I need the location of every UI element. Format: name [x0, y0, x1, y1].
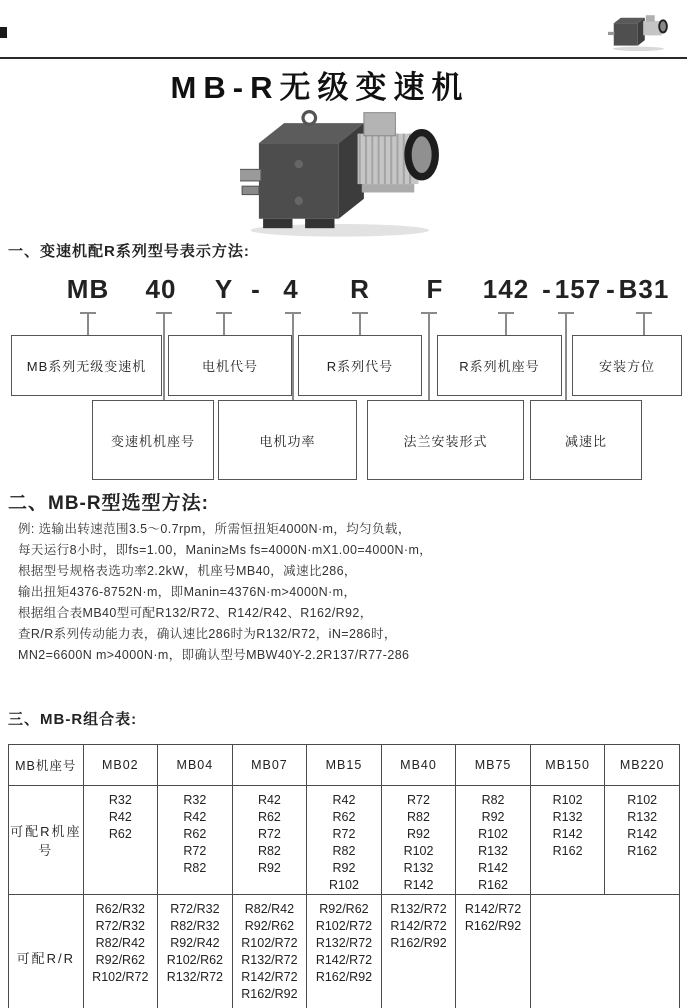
- model-code-part: MB: [66, 274, 110, 304]
- designation-box: R系列代号: [298, 335, 422, 396]
- table-cell: [381, 895, 456, 1008]
- model-code-part: -: [606, 274, 616, 304]
- r-size-item: R132/R72: [166, 970, 224, 984]
- r-size-item: R72: [257, 827, 281, 841]
- table-header-cell: MB150: [530, 745, 605, 786]
- model-code-part: 142: [482, 274, 530, 304]
- table-cell: [456, 786, 531, 895]
- output-shaft: [240, 169, 261, 181]
- selection-method-line: MN2=6600N m>4000N·m，即确认型号MBW40Y-2.2R137/R77-286: [18, 648, 410, 662]
- r-size-item: R132/R72: [241, 953, 298, 967]
- r-size-item: R92/R62: [319, 902, 369, 916]
- r-size-item: R102/R72: [92, 970, 149, 984]
- r-size-item: R162: [552, 844, 583, 858]
- selection-method-line: 查R/R系列传动能力表，确认速比286时为R132/R72，iN=286时，: [18, 627, 397, 641]
- r-size-item: R42: [183, 810, 207, 824]
- r-size-item: R42: [108, 810, 132, 824]
- table-header-cell: MB机座号: [9, 745, 84, 786]
- motor-foot: [362, 184, 415, 192]
- r-size-item: R102: [627, 793, 658, 807]
- r-size-item: R82/R32: [170, 919, 220, 933]
- r-size-item: R162/R92: [390, 936, 447, 950]
- table-cell: [158, 895, 233, 1008]
- r-size-item: R142/R72: [241, 970, 298, 984]
- r-size-item: R92: [481, 810, 505, 824]
- code-connector-line: [359, 314, 361, 335]
- r-size-item: R82/R42: [244, 902, 295, 916]
- r-size-item: R92: [332, 861, 356, 875]
- table-header-cell: MB75: [456, 745, 531, 786]
- r-size-item: R142/R72: [464, 902, 522, 916]
- table-cell: [530, 786, 605, 895]
- r-size-item: R132: [478, 844, 508, 858]
- table-row: [9, 895, 680, 1008]
- code-connector-line: [643, 314, 645, 335]
- model-code-part: -: [542, 274, 552, 304]
- combo-table: [8, 744, 680, 1008]
- code-connector-line: [292, 314, 294, 400]
- code-connector-line: [505, 314, 507, 335]
- designation-box: 安装方位: [572, 335, 682, 396]
- header-divider: [0, 57, 687, 59]
- r-size-item: R72: [407, 793, 430, 807]
- designation-box: 电机代号: [168, 335, 292, 396]
- r-size-item: R92: [257, 861, 281, 875]
- r-size-item: R82: [407, 810, 430, 824]
- selection-method-line: 例: 选输出转速范围3.5～0.7rpm，所需恒扭矩4000N·m，均匀负载，: [18, 522, 411, 536]
- model-designation-diagram: [0, 272, 687, 484]
- designation-box: R系列机座号: [437, 335, 562, 396]
- scan-artifact: [0, 27, 7, 38]
- section-2-heading: 二、MB-R型选型方法:: [8, 493, 209, 514]
- r-size-item: R102: [552, 793, 583, 807]
- table-cell: [232, 786, 307, 895]
- r-size-item: R132: [552, 810, 583, 824]
- table-cell: [381, 786, 456, 895]
- r-size-item: R162/R92: [464, 919, 522, 933]
- model-code-part: -: [251, 274, 261, 304]
- model-code-part: Y: [214, 274, 234, 304]
- table-cell: [530, 895, 679, 1008]
- r-size-item: R82: [183, 861, 207, 875]
- r-size-item: R142/R72: [390, 919, 447, 933]
- r-size-item: R162/R92: [241, 987, 298, 1001]
- fan-cover: [408, 133, 435, 177]
- gearbox-foot: [305, 219, 334, 228]
- model-code-part: B31: [618, 274, 670, 304]
- table-cell: [232, 895, 307, 1008]
- r-size-item: R32: [108, 793, 132, 807]
- r-size-item: R92/R42: [170, 936, 220, 950]
- gear-motor-icon: [608, 6, 672, 58]
- model-code-part: R: [350, 274, 370, 304]
- r-size-item: R102/R62: [166, 953, 224, 967]
- page-title: MB-R无级变速机: [170, 70, 470, 105]
- r-size-item: R92/R62: [95, 953, 145, 967]
- r-size-item: R162/R92: [315, 970, 373, 984]
- section-3-heading: 三、MB-R组合表:: [8, 711, 138, 728]
- table-row-label: 可配R/R: [9, 895, 84, 1008]
- r-size-item: R62: [183, 827, 207, 841]
- selection-method-text: [18, 519, 658, 666]
- r-size-item: R132: [403, 861, 434, 875]
- r-size-item: R132/R72: [315, 936, 373, 950]
- table-header-cell: MB02: [83, 745, 158, 786]
- designation-box: 变速机机座号: [92, 400, 214, 480]
- r-size-item: R102: [329, 878, 359, 892]
- r-size-item: R42: [257, 793, 281, 807]
- r-size-item: R62: [257, 810, 281, 824]
- r-size-item: R102: [478, 827, 508, 841]
- table-cell: [307, 895, 382, 1008]
- r-size-item: R42: [332, 793, 356, 807]
- gearbox-front-face: [259, 143, 339, 219]
- r-size-item: R72: [183, 844, 207, 858]
- selection-method-line: 每天运行8小时，即fs=1.00，Manin≥Ms fs=4000N·mX1.00=4000N·m，: [18, 543, 433, 557]
- selection-method-line: 输出扭矩4376-8752N·m，即Manin=4376N·m>4000N·m，: [18, 585, 357, 599]
- r-size-item: R142: [478, 861, 508, 875]
- motor-body: [358, 113, 436, 193]
- designation-box: 电机功率: [218, 400, 357, 480]
- r-size-item: R72/R32: [170, 902, 220, 916]
- table-cell: [605, 786, 680, 895]
- r-size-item: R132: [627, 810, 658, 824]
- table-cell: [158, 786, 233, 895]
- code-connector-line: [223, 314, 225, 335]
- gearbox-foot: [263, 219, 292, 228]
- r-size-item: R142: [403, 878, 434, 892]
- table-header-cell: MB40: [381, 745, 456, 786]
- table-header-cell: MB04: [158, 745, 233, 786]
- model-code-part: 157: [554, 274, 602, 304]
- code-connector-line: [87, 314, 89, 335]
- r-size-item: R72: [332, 827, 356, 841]
- table-cell: [83, 895, 158, 1008]
- r-size-item: R72/R32: [95, 919, 145, 933]
- r-size-item: R82: [332, 844, 356, 858]
- designation-box: MB系列无级变速机: [11, 335, 162, 396]
- r-size-item: R132/R72: [390, 902, 447, 916]
- selection-method-line: 根据组合表MB40型可配R132/R72、R142/R42、R162/R92，: [18, 606, 373, 620]
- table-header-cell: MB220: [605, 745, 680, 786]
- r-size-item: R102: [403, 844, 434, 858]
- designation-box: 法兰安装形式: [367, 400, 524, 480]
- r-size-item: R62/R32: [95, 902, 145, 916]
- r-size-item: R102/R72: [241, 936, 298, 950]
- model-code-part: 4: [283, 274, 299, 304]
- r-size-item: R82: [257, 844, 281, 858]
- r-size-item: R62: [332, 810, 356, 824]
- r-size-item: R62: [108, 827, 132, 841]
- r-size-item: R102/R72: [315, 919, 373, 933]
- product-photo: [240, 106, 450, 238]
- terminal-box: [364, 113, 396, 136]
- r-size-item: R142: [552, 827, 583, 841]
- table-row-label: 可配R机座号: [9, 786, 84, 895]
- table-cell: [456, 895, 531, 1008]
- r-size-item: R142/R72: [315, 953, 373, 967]
- table-cell: [307, 786, 382, 895]
- r-size-item: R92/R62: [244, 919, 295, 933]
- r-size-item: R82: [481, 793, 505, 807]
- eye-bolt: [303, 112, 316, 125]
- section-1-heading: 一、变速机配R系列型号表示方法:: [8, 243, 250, 260]
- r-size-item: R162: [627, 844, 658, 858]
- table-header-cell: MB15: [307, 745, 382, 786]
- r-size-item: R92: [407, 827, 430, 841]
- r-size-item: R82/R42: [95, 936, 145, 950]
- combo-table-header: [9, 745, 680, 786]
- code-connector-line: [163, 314, 165, 400]
- code-connector-line: [428, 314, 430, 400]
- designation-box: 减速比: [530, 400, 642, 480]
- code-connector-line: [565, 314, 567, 400]
- selection-method-line: 根据型号规格表选功率2.2kW，机座号MB40，减速比286，: [18, 564, 357, 578]
- r-size-item: R142: [627, 827, 658, 841]
- model-code-part: F: [426, 274, 444, 304]
- r-size-item: R32: [183, 793, 207, 807]
- table-row: [9, 786, 680, 895]
- table-cell: [83, 786, 158, 895]
- model-code-part: 40: [145, 274, 177, 304]
- table-header-cell: MB07: [232, 745, 307, 786]
- r-size-item: R162: [478, 878, 508, 892]
